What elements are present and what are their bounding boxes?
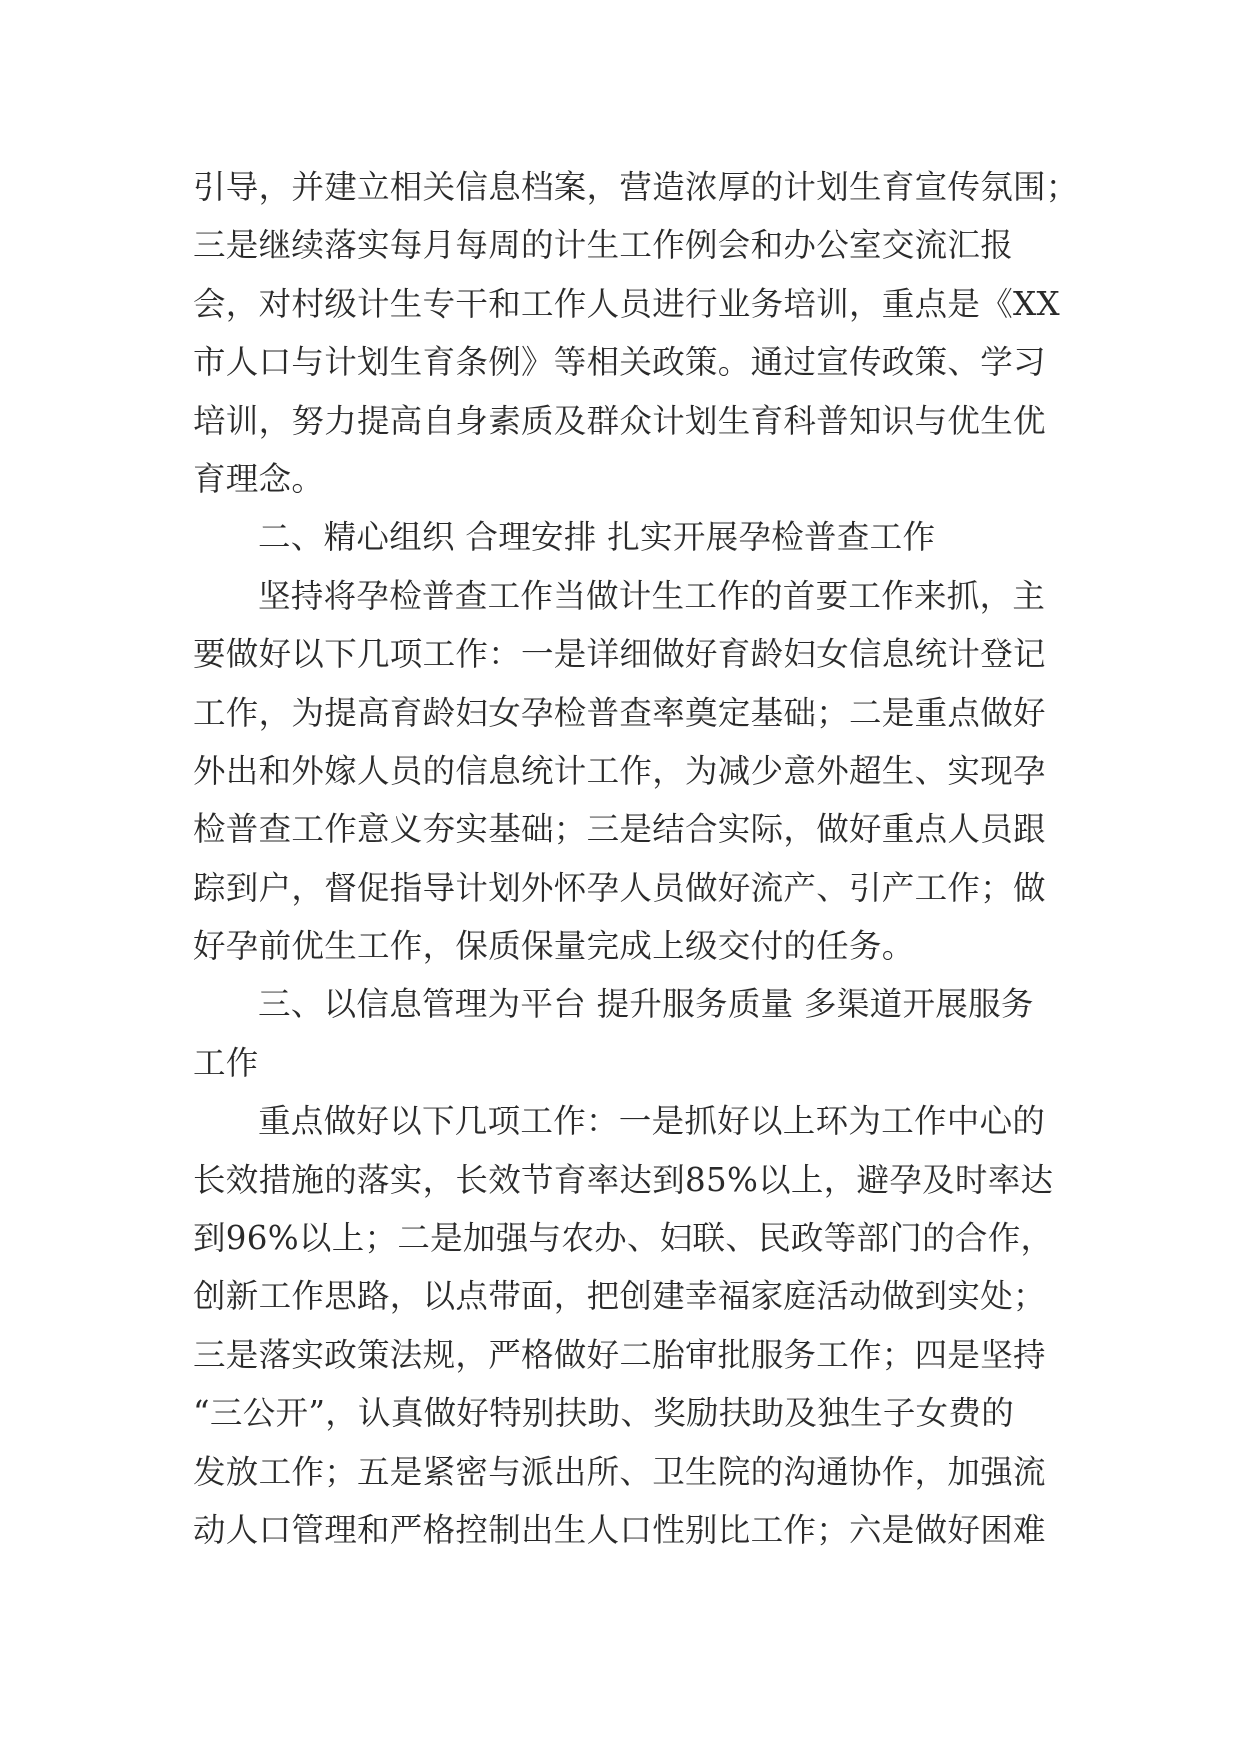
text-line: 创新工作思路，以点带面，把创建幸福家庭活动做到实处； [193, 1277, 1046, 1316]
text-line: 培训，努力提高自身素质及群众计划生育科普知识与优生优 [193, 401, 1046, 440]
text-line: 到96%以上；二是加强与农办、妇联、民政等部门的合作， [193, 1219, 1054, 1258]
text-line: 育理念。 [193, 459, 325, 498]
text-line: 踪到户，督促指导计划外怀孕人员做好流产、引产工作；做 [193, 868, 1046, 907]
text-line: 引导，并建立相关信息档案，营造浓厚的计划生育宣传氛围； [193, 168, 1079, 206]
text-line: 发放工作；五是紧密与派出所、卫生院的沟通协作，加强流 [193, 1452, 1046, 1491]
paragraph-start-line: 重点做好以下几项工作：一是抓好以上环为工作中心的 [258, 1102, 1046, 1141]
text-line: 动人口管理和严格控制出生人口性别比工作；六是做好困难 [193, 1510, 1046, 1549]
document-body [193, 158, 1079, 1559]
text-line: 要做好以下几项工作：一是详细做好育龄妇女信息统计登记 [193, 635, 1046, 674]
section-heading-3-continued: 工作 [193, 1043, 259, 1082]
section-heading-3: 三、以信息管理为平台 提升服务质量 多渠道开展服务 [258, 985, 1034, 1024]
text-line: “三公开”，认真做好特别扶助、奖励扶助及独生子女费的 [193, 1394, 1015, 1433]
text-line: 三是继续落实每月每周的计生工作例会和办公室交流汇报 [193, 226, 1014, 265]
text-line: 好孕前优生工作，保质保量完成上级交付的任务。 [193, 927, 915, 966]
text-line: 市人口与计划生育条例》等相关政策。通过宣传政策、学习 [193, 343, 1046, 382]
text-line: 三是落实政策法规，严格做好二胎审批服务工作；四是坚持 [193, 1335, 1046, 1374]
text-line: 工作，为提高育龄妇女孕检普查率奠定基础；二是重点做好 [193, 693, 1046, 732]
paragraph-start-line: 坚持将孕检普查工作当做计生工作的首要工作来抓，主 [258, 576, 1046, 615]
text-line: 会，对村级计生专干和工作人员进行业务培训，重点是《XX [193, 284, 1060, 323]
text-line: 外出和外嫁人员的信息统计工作，为减少意外超生、实现孕 [193, 751, 1046, 790]
section-heading-2: 二、精心组织 合理安排 扎实开展孕检普查工作 [258, 518, 936, 557]
text-line: 检普查工作意义夯实基础；三是结合实际，做好重点人员跟 [193, 810, 1046, 849]
text-line: 长效措施的落实，长效节育率达到85%以上，避孕及时率达 [193, 1160, 1054, 1199]
